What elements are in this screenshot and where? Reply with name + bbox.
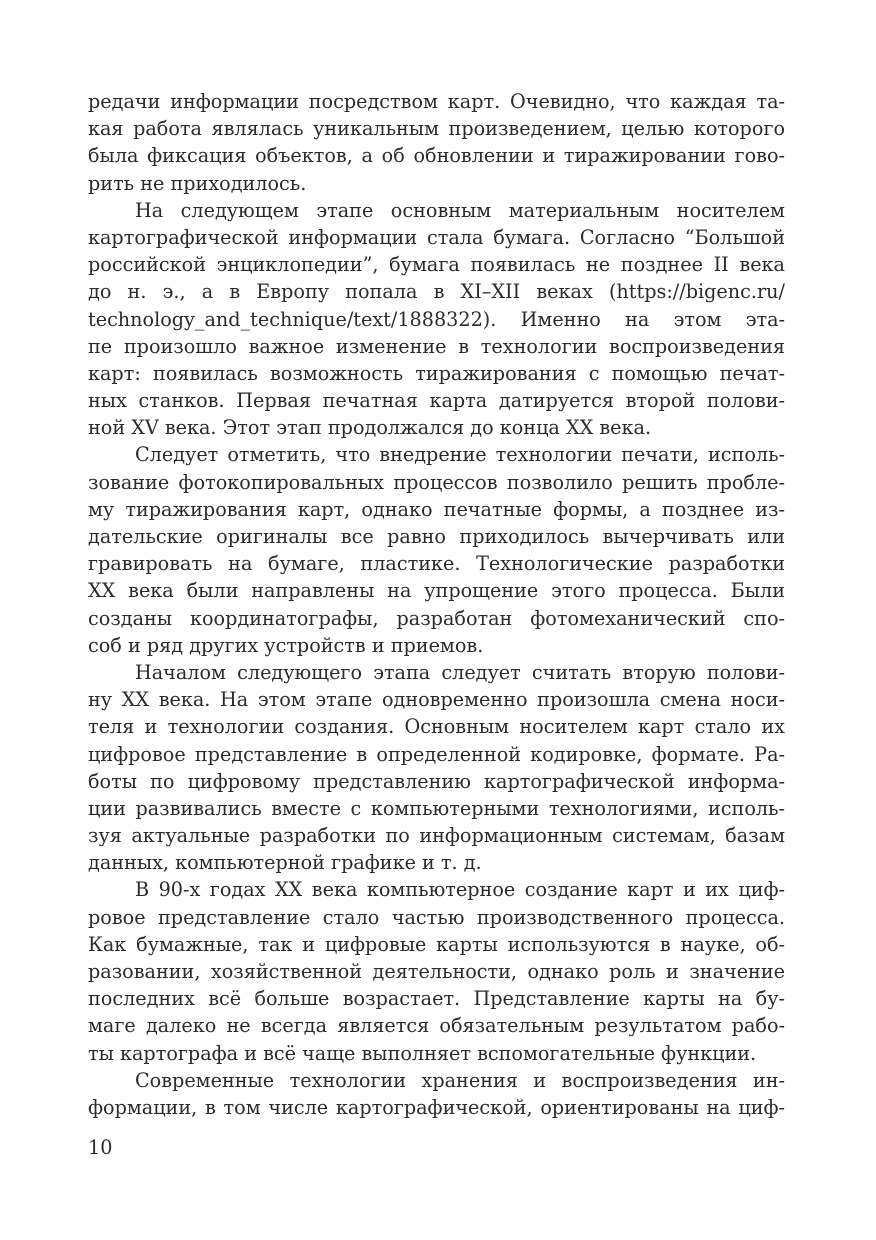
text-line: ровое представление стало частью производственного процесса. (88, 905, 785, 929)
text-line: Началом следующего этапа следует считать вторую полови- (135, 660, 785, 684)
text-line: последних всё больше возрастает. Представление карты на бу- (88, 987, 785, 1011)
text-line: зуя актуальные разработки по информационным системам, базам (88, 824, 785, 848)
text-line: Современные технологии хранения и воспроизведения ин- (135, 1068, 785, 1092)
text-line: В 90-х годах XX века компьютерное создание карт и их циф- (135, 878, 785, 902)
text-line: дательские оригиналы все равно приходилось вычерчивать или (88, 525, 785, 548)
text-line: technology_and_technique/text/1888322). Именно на этом эта- (88, 307, 785, 331)
text-line: цифровое представление в определенной кодировке, формате. Ра- (88, 742, 785, 766)
text-line: Как бумажные, так и цифровые карты используются в науке, об- (88, 932, 785, 956)
text-line: ты картографа и всё чаще выполняет вспомогательные функции. (88, 1041, 757, 1065)
text-line: теля и технологии создания. Основным носителем карт стало их (88, 715, 785, 739)
text-line: российской энциклопедии”, бумага появилась не позднее II века (88, 253, 785, 277)
text-line: ции развивались вместе с компьютерными технологиями, исполь- (88, 796, 785, 820)
text-line: соб и ряд других устройств и приемов. (88, 633, 484, 657)
text-line: гравировать на бумаге, пластике. Технологические разработки (88, 552, 785, 576)
text-line: ных станков. Первая печатная карта датируется второй полови- (88, 389, 785, 413)
text-line: ной XV века. Этот этап продолжался до конца XX века. (88, 416, 652, 440)
text-line: разовании, хозяйственной деятельности, однако роль и значение (88, 960, 785, 983)
text-line: му тиражирования карт, однако печатные формы, а позднее из- (88, 497, 785, 521)
text-line: На следующем этапе основным материальным носителем (135, 198, 785, 222)
text-line: формации, в том числе картографической, ориентированы на циф- (88, 1095, 785, 1119)
paragraph (88, 88, 785, 197)
text-line: зование фотокопировальных процессов позволило решить пробле- (88, 470, 785, 494)
paragraph (88, 659, 785, 877)
paragraph (88, 876, 785, 1066)
text-line: картографической информации стала бумага. Согласно “Большой (88, 225, 785, 249)
text-line: созданы координатографы, разработан фотомеханический спо- (88, 606, 785, 630)
body-text (88, 88, 785, 1121)
text-line: пе произошло важное изменение в технологии воспроизведения (88, 334, 785, 358)
text-line: Следует отметить, что внедрение технологии печати, исполь- (135, 443, 785, 467)
text-line: кая работа являлась уникальным произведением, целью которого (88, 117, 785, 141)
text-line: боты по цифровому представлению картографической информа- (88, 769, 785, 793)
text-line: данных, компьютерной графике и т. д. (88, 851, 482, 875)
paragraph (88, 441, 785, 659)
text-line: редачи информации посредством карт. Очевидно, что каждая та- (88, 90, 785, 113)
text-line: до н. э., а в Европу попала в XI–XII веках (https://bigenc.ru/ (88, 280, 785, 304)
page-number: 10 (88, 1136, 113, 1159)
text-line: ну XX века. На этом этапе одновременно произошла смена носи- (88, 688, 785, 712)
text-line: маге далеко не всегда является обязательным результатом рабо- (88, 1014, 785, 1038)
text-line: XX века были направлены на упрощение этого процесса. Были (88, 579, 785, 603)
text-line: карт: появилась возможность тиражирования с помощью печат- (88, 361, 785, 385)
paragraph (88, 1067, 785, 1121)
text-line: была фиксация объектов, а об обновлении и тиражировании гово- (88, 144, 785, 168)
text-line: рить не приходилось. (88, 171, 307, 195)
paragraph (88, 197, 785, 442)
